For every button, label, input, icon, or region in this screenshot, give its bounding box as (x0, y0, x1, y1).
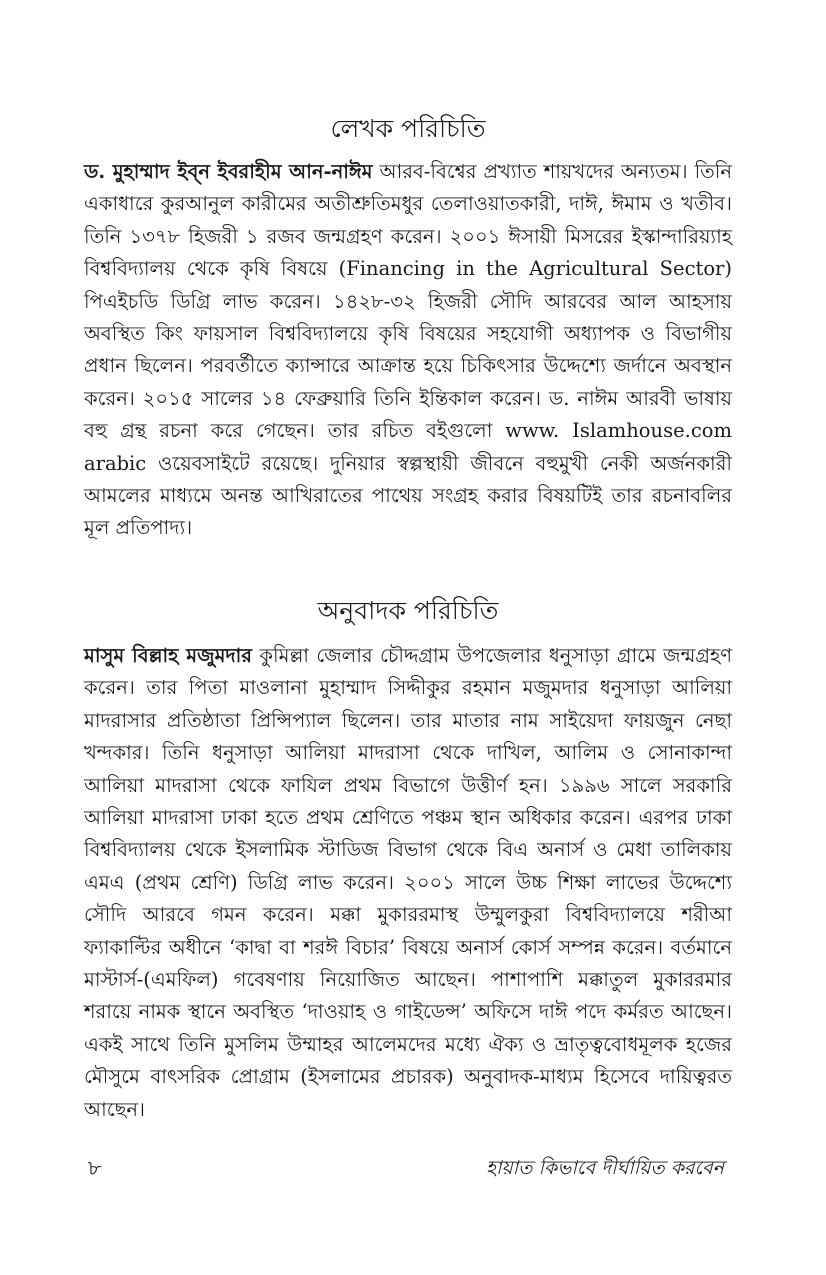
author-name: ড. মুহাম্মাদ ইব্‌ন ইবরাহীম আন-নাঈম (84, 160, 373, 183)
translator-bio-text: কুমিল্লা জেলার চৌদ্দগ্রাম উপজেলার ধনুসাড়া গ্রামে জন্মগ্রহণ করেন। তার পিতা মাওলানা মুহাম্মাদ সিদ্দীকুর রহমান মজুমদার ধনুসাড়া আলিয়া মাদরাসার প্রতিষ্ঠাতা প্রিন্সিপ্যাল ছিলেন। তার মাতার নাম সাইয়েদা ফায়জুন নেছা খন্দকার। তিনি ধনুসাড়া আলিয়া মাদরাসা থেকে দাখিল, আলিম ও সোনাকান্দা আলিয়া মাদরাসা থেকে ফাযিল প্রথম বিভাগে উত্তীর্ণ হন। ১৯৯৬ সালে সরকারি আলিয়া মাদরাসা ঢাকা হতে প্রথম শ্রেণিতে পঞ্চম স্থান অধিকার করেন। এরপর ঢাকা বিশ্ববিদ্যালয় থেকে ইসলামিক স্টাডিজ বিভাগ থেকে বিএ অনার্স ও মেধা তালিকায় এমএ (প্রথম শ্রেণি) ডিগ্রি লাভ করেন। ২০০১ সালে উচ্চ শিক্ষা লাভের উদ্দেশ্যে সৌদি আরবে গমন করেন। মক্কা মুকাররমাস্থ উম্মুলকুরা বিশ্ববিদ্যালয়ে শরীআ ফ্যাকাল্টির অধীনে ‘কাদ্বা বা শরঈ বিচার’ বিষয়ে অনার্স কোর্স সম্পন্ন করেন। বর্তমানে মাস্টার্স-(এমফিল) গবেষণায় নিয়োজিত আছেন। পাশাপাশি মক্কাতুল মুকাররমার শরায়ে নামক স্থানে অবস্থিত ‘দাওয়াহ ও গাইডেন্স’ অফিসে দাঈ পদে কর্মরত আছেন। একই সাথে তিনি মুসলিম উম্মাহর আলেমদের মধ্যে ঐক্য ও ভ্রাতৃত্ববোধমূলক হজের মৌসুমে বাৎসরিক প্রোগ্রাম (ইসলামের প্রচারক) অনুবাদক-মাধ্যম হিসেবে দায়িত্বরত আছেন। (84, 644, 732, 1121)
translator-name: মাসুম বিল্লাহ মজুমদার (84, 644, 253, 667)
translator-section-title: অনুবাদক পরিচিতি (317, 596, 499, 625)
author-bio-paragraph (84, 156, 732, 545)
author-bio-text: আরব-বিশ্বের প্রখ্যাত শায়খদের অন্যতম। তিনি একাধারে কুরআনুল কারীমের অতীশ্রুতিমধুর তেলাওয়াতকারী, দাঈ, ঈমাম ও খতীব। তিনি ১৩৭৮ হিজরী ১ রজব জন্মগ্রহণ করেন। ২০০১ ঈসায়ী মিসরের ইস্কান্দারিয়্যাহ বিশ্ববিদ্যালয় থেকে কৃষি বিষয়ে (Financing in the Agricultural Sector) পিএইচডি ডিগ্রি লাভ করেন। ১৪২৮-৩২ হিজরী সৌদি আরবের আল আহসায় অবস্থিত কিং ফায়সাল বিশ্ববিদ্যালয়ে কৃষি বিষয়ের সহযোগী অধ্যাপক ও বিভাগীয় প্রধান ছিলেন। পরবর্তীতে ক্যান্সারে আক্রান্ত হয়ে চিকিৎসার উদ্দেশ্যে জর্দানে অবস্থান করেন। ২০১৫ সালের ১৪ ফেব্রুয়ারি তিনি ইন্তিকাল করেন। ড. নাঈম আরবী ভাষায় বহু গ্রন্থ রচনা করে গেছেন। তার রচিত বইগুলো www. Islamhouse.com arabic ওয়েবসাইটে রয়েছে। দুনিয়ার স্বল্পস্থায়ী জীবনে বহুমুখী নেকী অর্জনকারী আমলের মাধ্যমে অনন্ত আখিরাতের পাথেয় সংগ্রহ করার বিষয়টিই তার রচনাবলির মূল প্রতিপাদ্য। (84, 160, 732, 540)
page-number: ৮ (88, 1156, 102, 1180)
running-footer-book-title: হায়াত কিভাবে দীর্ঘায়িত করবেন (485, 1157, 724, 1179)
book-page (84, 0, 732, 1275)
translator-bio-paragraph (84, 640, 732, 1126)
author-section-title: লেখক পরিচিতি (330, 114, 486, 143)
